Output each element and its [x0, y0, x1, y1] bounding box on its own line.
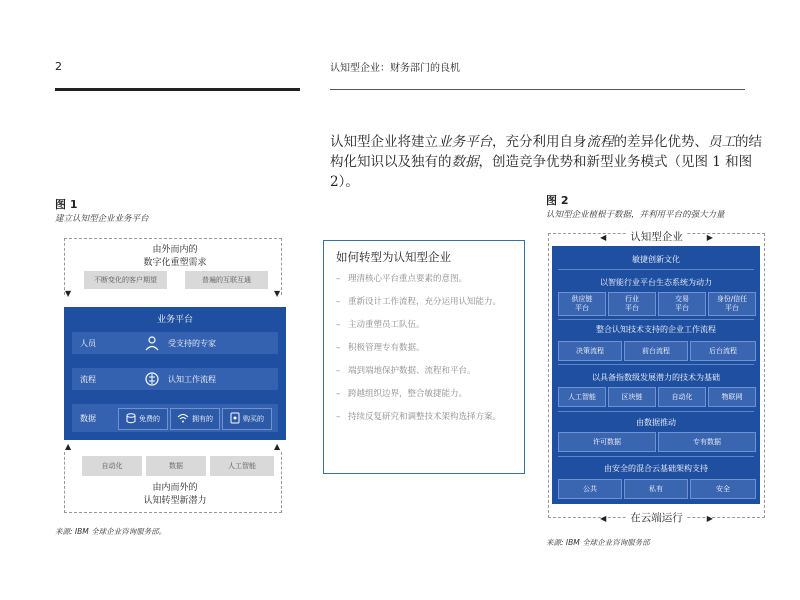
row-process [72, 368, 278, 390]
figure2-top-label: ◀ 认知型企业 ▶ [600, 231, 713, 243]
arrow-left-icon: ◀ [600, 514, 607, 523]
figure2-bottom-label: ◀ 在云端运行 ▶ [600, 512, 713, 524]
band-cell: 安全 [690, 479, 756, 499]
arrow-up-icon: ▲ [65, 442, 72, 451]
figure1-caption: 建立认知型企业业务平台 [55, 214, 149, 224]
figure2-caption: 认知型企业植根于数据，并利用平台的强大力量 [546, 210, 725, 220]
band-cell: 行业 平台 [608, 292, 656, 316]
page-number: 2 [55, 60, 62, 73]
intro-paragraph: 认知型企业将建立业务平台，充分利用自身流程的差异化优势、员工的结构化知识以及独有的数据，创造竞争优势和新型业务模式（见图 1 和图 2）。 [330, 134, 762, 190]
list-item: – 持续反复研究和调整技术架构选择方案。 [336, 412, 502, 422]
list-item: – 积极管理专有数据。 [336, 343, 425, 353]
list-item: – 理清核心平台重点要素的意图。 [336, 274, 468, 284]
platform-title: 业务平台 [156, 315, 193, 325]
person-icon [144, 335, 160, 353]
band-cell: 人工智能 [558, 387, 606, 407]
band-title: 整合认知技术支持的企业工作流程 [596, 325, 716, 334]
figure1-label: 图 1 [55, 198, 78, 211]
sidebox [323, 240, 525, 474]
band-title: 以智能行业平台生态系统为动力 [600, 278, 712, 287]
arrow-down-icon: ▼ [65, 289, 72, 298]
header-rule-right [330, 89, 745, 90]
arrow-down-icon: ▼ [274, 289, 281, 298]
figure1-source: 来源: IBM 全球企业咨询服务部。 [55, 527, 167, 536]
band-title: 由安全的混合云基础架构支持 [604, 464, 708, 473]
row-people [72, 332, 278, 354]
band-cell: 区块链 [608, 387, 656, 407]
band-cell: 公共 [558, 479, 622, 499]
band-cell: 交易 平台 [658, 292, 706, 316]
band-cell: 专有数据 [658, 432, 756, 452]
data-chip-owned: 拥有的 [170, 408, 220, 430]
figure2-label: 图 2 [546, 194, 569, 207]
band-cell: 决策流程 [558, 341, 622, 361]
data-chip-purchased: 购买的 [222, 408, 272, 430]
figure2-panel [552, 246, 760, 504]
figure2-source: 来源: IBM 全球企业咨询服务部 [546, 538, 650, 547]
band-cell: 身份/信任 平台 [708, 292, 756, 316]
arrow-right-icon: ▶ [706, 233, 713, 242]
sidebox-list [336, 273, 518, 434]
figure1-bottom-box: 人工智能 [210, 456, 274, 476]
row-item: 受支持的专家 [168, 339, 216, 348]
wifi-icon [177, 413, 189, 425]
band-title: 敏捷创新文化 [632, 255, 680, 264]
band-cell: 供应链 平台 [558, 292, 606, 316]
figure1-top-title: 由外而内的 数字化重塑需求 [143, 245, 207, 268]
header-rule-left [55, 88, 300, 91]
figure1-bottom-box: 数据 [146, 456, 206, 476]
band-cell: 许可数据 [558, 432, 656, 452]
row-label: 数据 [80, 414, 96, 423]
arrow-right-icon: ▶ [706, 514, 713, 523]
row-item: 认知工作流程 [168, 375, 216, 384]
list-item: – 跨越组织边界，整合敏捷能力。 [336, 389, 468, 399]
band-cell: 前台流程 [624, 341, 688, 361]
data-chip-free: 免费的 [118, 408, 168, 430]
arrow-left-icon: ◀ [600, 233, 607, 242]
band-cell: 私有 [624, 479, 688, 499]
hand-icon [230, 412, 240, 426]
band-cell: 后台流程 [690, 341, 756, 361]
list-item: – 重新设计工作流程，充分运用认知能力。 [336, 297, 502, 307]
row-label: 人员 [80, 339, 96, 348]
database-icon [126, 413, 136, 426]
list-item: – 端到端地保护数据、流程和平台。 [336, 366, 476, 376]
figure1-bottom-box: 自动化 [82, 456, 142, 476]
sidebox-title: 如何转型为认知型企业 [336, 250, 451, 264]
band-cell: 自动化 [658, 387, 706, 407]
figure1-top-box: 普遍的互联互通 [185, 271, 268, 289]
band-title: 由数据推动 [636, 418, 676, 427]
header-title: 认知型企业：财务部门的良机 [330, 63, 460, 74]
figure1-top-box: 不断变化的客户期望 [84, 271, 167, 289]
brain-icon [144, 371, 160, 389]
arrow-up-icon: ▲ [274, 442, 281, 451]
band-title: 以具备指数级发展潜力的技术为基础 [592, 373, 720, 382]
figure1-bottom-title: 由内而外的 认知转型新潜力 [143, 483, 207, 506]
band-cell: 物联网 [708, 387, 756, 407]
list-item: – 主动重塑员工队伍。 [336, 320, 425, 330]
figure1-platform [64, 307, 286, 440]
row-label: 流程 [80, 375, 96, 384]
